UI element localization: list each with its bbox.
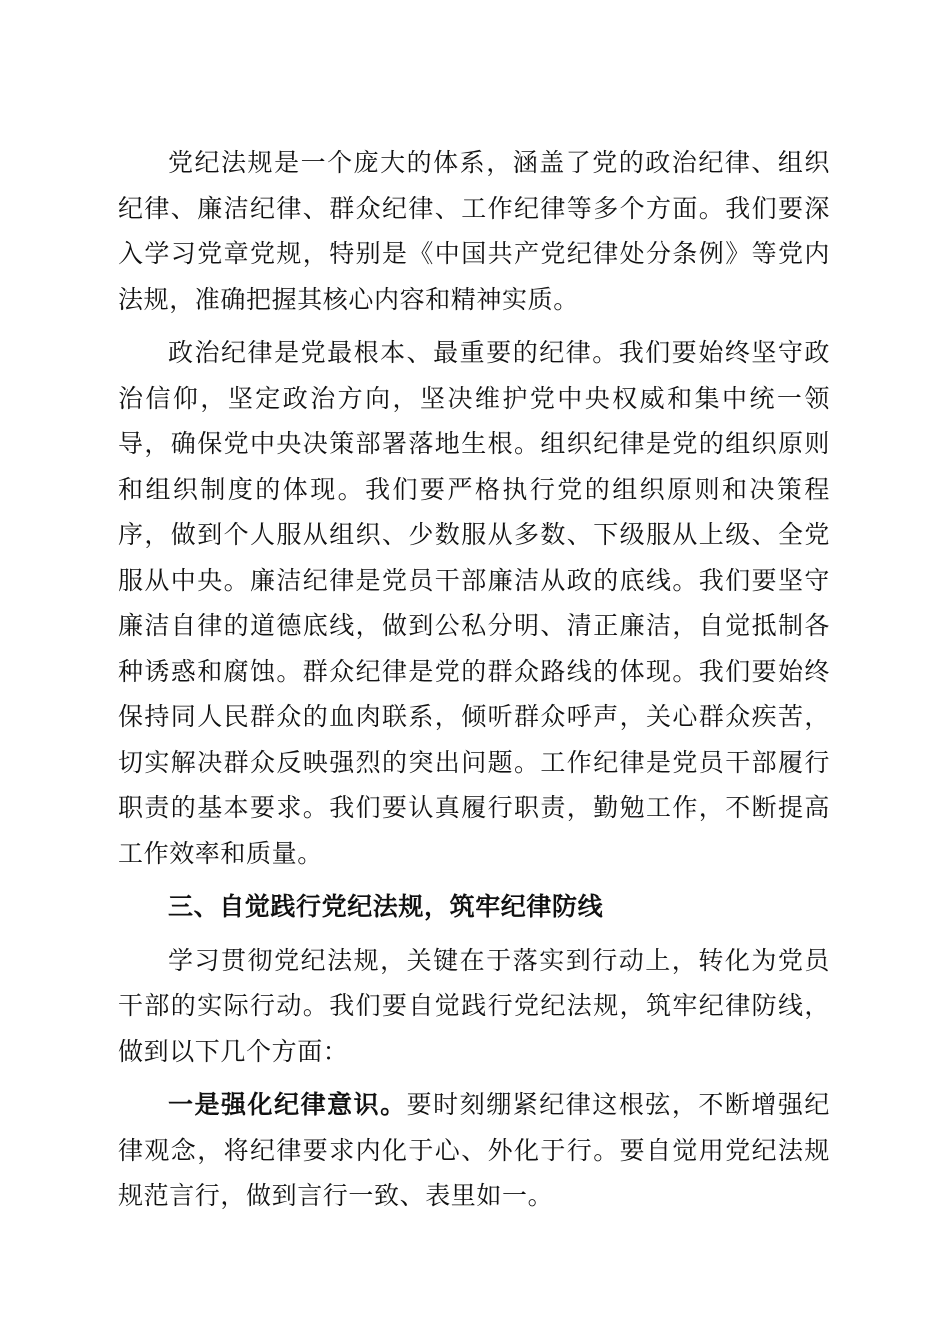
paragraph-political-discipline: 政治纪律是党最根本、最重要的纪律。我们要始终坚守政治信仰，坚定政治方向，坚决维护党中央权威和集中统一领导，确保党中央决策部署落地生根。组织纪律是党的组织原则和组织制度的体现。我们要严格执行党的组织原则和决策程序，做到个人服从组织、少数服从多数、下级服从上级、全党服从中央。廉洁纪律是党员干部廉洁从政的底线。我们要坚守廉洁自律的道德底线，做到公私分明、清正廉洁，自觉抵制各种诱惑和腐蚀。群众纪律是党的群众路线的体现。我们要始终保持同人民群众的血肉联系，倾听群众呼声，关心群众疾苦，切实解决群众反映强烈的突出问题。工作纪律是党员干部履行职责的基本要求。我们要认真履行职责，勤勉工作，不断提高工作效率和质量。 [118, 338, 830, 868]
paragraph-party-regulations-system: 党纪法规是一个庞大的体系，涵盖了党的政治纪律、组织纪律、廉洁纪律、群众纪律、工作纪律等多个方面。我们要深入学习党章党规，特别是《中国共产党纪律处分条例》等党内法规，准确把握其核心内容和精神实质。 [118, 148, 830, 314]
document-page [118, 140, 830, 1227]
paragraph-body-text: 要时刻绷紧纪律这根弦，不断增强纪律观念，将纪律要求内化于心、外化于行。要自觉用党纪法规规范言行，做到言行一致、表里如一。 [118, 1090, 830, 1210]
paragraph-strengthen-discipline [118, 1082, 830, 1219]
section-heading-three: 三、自觉践行党纪法规，筑牢纪律防线 [168, 892, 604, 921]
paragraph-practice-regulations: 学习贯彻党纪法规，关键在于落实到行动上，转化为党员干部的实际行动。我们要自觉践行党纪法规，筑牢纪律防线，做到以下几个方面： [118, 945, 830, 1066]
paragraph-lead-phrase: 一是强化纪律意识。 [168, 1090, 407, 1119]
